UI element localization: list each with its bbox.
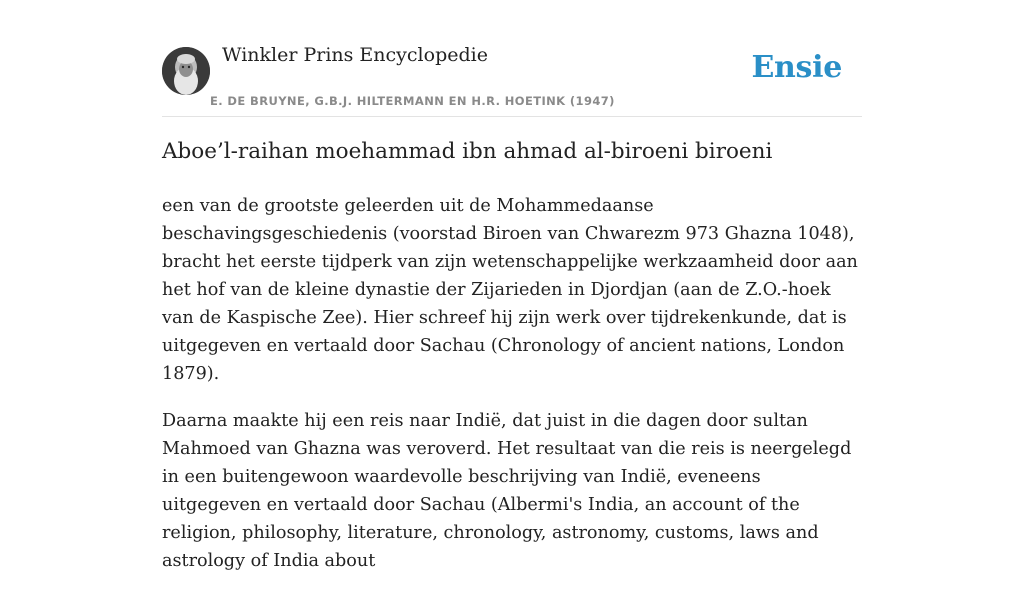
article-body: [162, 192, 862, 594]
article-title: Aboe’l-raihan moehammad ibn ahmad al-biroeni biroeni: [162, 139, 773, 164]
header: [162, 0, 862, 117]
author-avatar[interactable]: [162, 47, 210, 95]
page: [162, 0, 862, 571]
portrait-icon: [162, 47, 210, 95]
article-paragraph: een van de grootste geleerden uit de Mohammedaanse beschavingsgeschiedenis (voorstad Biroen van Chwarezm 973 Ghazna 1048), bracht het eerste tijdperk van zijn wetenschappelijke werkzaamheid door aan het hof van de kleine dynastie der Zijarieden in Djordjan (aan de Z.O.-hoek van de Kaspische Zee). Hier schreef hij zijn werk over tijdrekenkunde, dat is uitgegeven en vertaald door Sachau (Chronology of ancient nations, London 1879).: [162, 196, 858, 384]
authors-byline: E. DE BRUYNE, G.B.J. HILTERMANN EN H.R. HOETINK (1947): [210, 94, 615, 108]
site-title[interactable]: Winkler Prins Encyclopedie: [222, 44, 488, 66]
article-paragraph: Daarna maakte hij een reis naar Indië, dat juist in die dagen door sultan Mahmoed van Ghazna was veroverd. Het resultaat van die reis is neergelegd in een buitengewoon waardevolle beschrijving van Indië, eveneens uitgegeven en vertaald door Sachau (Albermi's India, an account of the religion, philosophy, literature, chronology, astronomy, customs, laws and astrology of India about: [162, 411, 852, 571]
ensie-logo[interactable]: Ensie: [751, 50, 842, 85]
